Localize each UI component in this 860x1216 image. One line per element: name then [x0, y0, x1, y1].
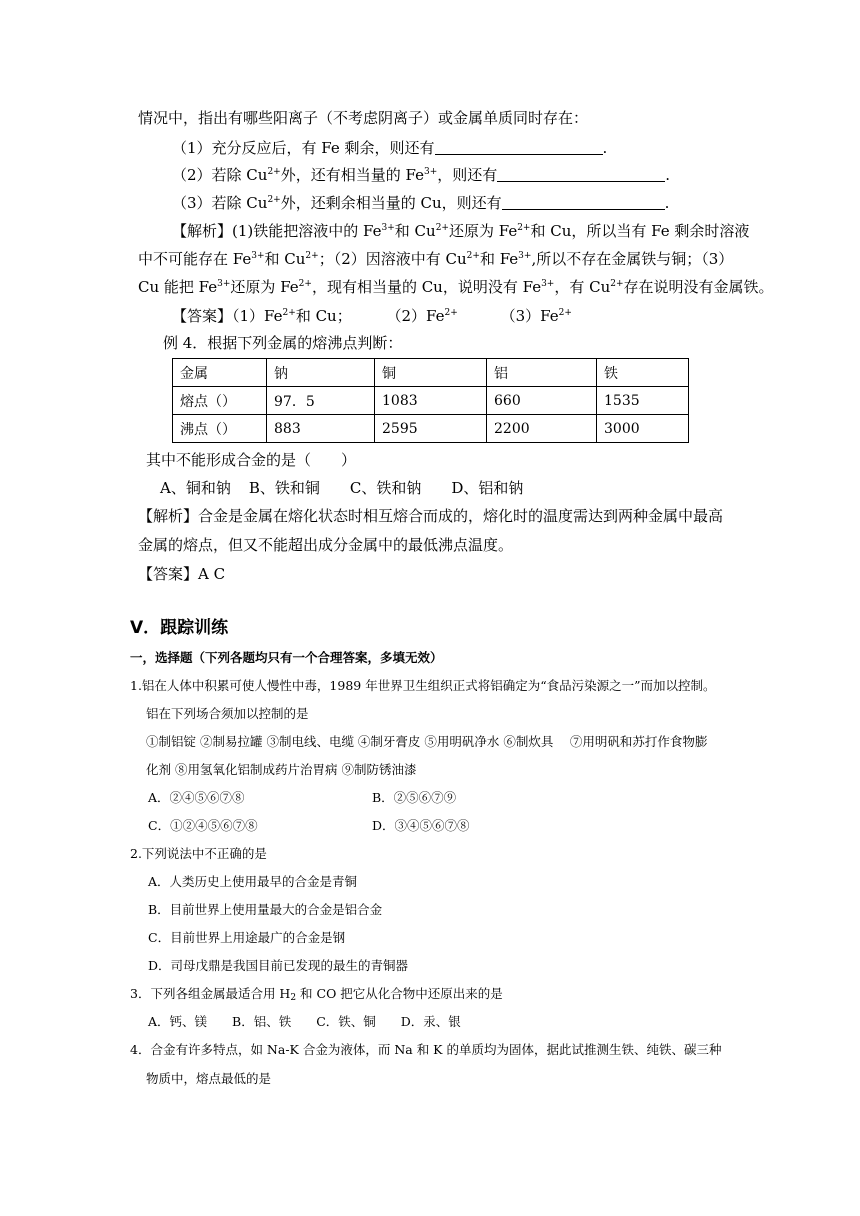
question-1-text: （1）充分反应后，有 Fe 剩余，则还有: [172, 139, 435, 157]
text: (1)铁能把溶液中的 Fe: [232, 222, 382, 240]
text: Cu 能把 Fe: [138, 278, 218, 296]
superscript: 2+: [298, 279, 312, 289]
answer-part-2: （2）Fe: [386, 307, 445, 325]
superscript: 2+: [267, 167, 281, 177]
table-cell: 熔点（）: [173, 387, 267, 415]
text: ，现有相当量的 Cu，说明没有 Fe: [311, 278, 542, 296]
intro-line: 情况中，指出有哪些阳离子（不考虑阴离子）或金属单质同时存在：: [138, 109, 589, 127]
problem-4-line-1: 4．合金有许多特点，如 Na-K 合金为液体，而 Na 和 K 的单质均为固体，据此试推测生铁、纯铁、碳三种: [130, 1042, 722, 1057]
superscript: 3+: [251, 251, 265, 261]
option-a: A、铜和钠: [160, 479, 231, 497]
problem-1-line-3: ①制铝锭 ②制易拉罐 ③制电线、电缆 ④制牙膏皮 ⑤用明矾净水 ⑥制炊具 ⑦用明矾和苏打作食物膨: [146, 734, 708, 749]
superscript: 2+: [517, 223, 531, 233]
text: 存在说明没有金属铁。: [623, 278, 774, 296]
period: .: [664, 194, 670, 212]
option-d: D、铝和钠: [451, 479, 524, 497]
analysis-1-line-1: [172, 221, 749, 241]
analysis-2-line-2: 金属的熔点，但又不能超出成分金属中的最低沸点温度。: [138, 536, 514, 554]
melting-boiling-table: [172, 358, 689, 443]
problem-2-option-a: A．人类历史上使用最早的合金是青铜: [148, 874, 358, 889]
subscript: 2: [290, 993, 297, 1003]
superscript: 2+: [435, 223, 449, 233]
superscript: 2+: [444, 308, 458, 318]
q2-part-a: （2）若除 Cu: [172, 166, 268, 184]
answer-part-3: （3）Fe: [500, 307, 559, 325]
table-cell: 金属: [173, 359, 267, 387]
analysis-1-line-2: [138, 249, 733, 269]
problem-3-options: A．钙、镁 B．铝、铁 C．铁、铜 D．汞、银: [148, 1014, 461, 1029]
example-4-title: 例 4．根据下列金属的熔沸点判断：: [163, 334, 403, 352]
problem-2-stem: 2.下列说法中不正确的是: [130, 846, 267, 861]
superscript: 3+: [381, 223, 395, 233]
table-cell: 沸点（）: [173, 415, 267, 443]
text: 还原为 Fe: [230, 278, 299, 296]
table-header-row: [173, 359, 689, 387]
text: 和 Cu: [264, 250, 306, 268]
answer-tag: 【答案】: [172, 307, 233, 325]
analysis-1-line-3: [138, 277, 774, 297]
question-3: [172, 193, 669, 213]
text: ；（2）因溶液中有 Cu: [318, 250, 467, 268]
superscript: 3+: [541, 279, 555, 289]
answer-part-1b: 和 Cu；: [295, 307, 352, 325]
problem-1-option-d: D．③④⑤⑥⑦⑧: [372, 818, 470, 833]
analysis-2-line-1: [138, 506, 723, 526]
text: 和 Fe: [479, 250, 519, 268]
table-cell: 铝: [487, 359, 597, 387]
answer-1: [172, 306, 572, 326]
problem-2-option-c: C．目前世界上用途最广的合金是钢: [148, 930, 346, 945]
text: 和 Cu，所以当有 Fe 剩余时溶液: [530, 222, 750, 240]
text: 和 Cu: [394, 222, 436, 240]
answer-tag: 【答案】: [138, 565, 199, 583]
table-cell: 铁: [597, 359, 689, 387]
table-row: [173, 387, 689, 415]
table-row: [173, 415, 689, 443]
table-cell: 铜: [375, 359, 487, 387]
text: ,所以不存在金属铁与铜；（3）: [531, 250, 734, 268]
superscript: 2+: [558, 308, 572, 318]
table-cell: 1535: [597, 387, 689, 415]
problem-1-line-4: 化剂 ⑧用氢氧化铝制成药片治胃病 ⑨制防锈油漆: [146, 762, 417, 777]
problem-2-option-b: B．目前世界上使用量最大的合金是铝合金: [148, 902, 383, 917]
text: 和 CO 把它从化合物中还原出来的是: [296, 986, 503, 1001]
answer-part-1: （1）Fe: [232, 307, 283, 325]
answer-blank-2[interactable]: [497, 166, 665, 182]
superscript: 3+: [423, 167, 438, 177]
problem-3-stem: [130, 985, 503, 1003]
superscript: 2+: [610, 279, 624, 289]
question-1: [172, 138, 607, 158]
section-title: V．跟踪训练: [130, 618, 229, 638]
text: 中不可能存在 Fe: [138, 250, 252, 268]
problem-1-option-c: C．①②④⑤⑥⑦⑧: [148, 818, 258, 833]
superscript: 3+: [518, 251, 532, 261]
table-cell: 1083: [375, 387, 487, 415]
text: A C: [198, 565, 226, 583]
question-2: [172, 165, 670, 185]
text: 3．下列各组金属最适合用 H: [130, 986, 291, 1001]
superscript: 2+: [305, 251, 319, 261]
text: 还原为 Fe: [448, 222, 518, 240]
text: 合金是金属在熔化状态时相互熔合而成的，熔化时的温度需达到两种金属中最高: [198, 507, 724, 525]
example-4-options: [160, 478, 523, 498]
q3-part-a: （3）若除 Cu: [172, 194, 268, 212]
option-c: C、铁和钠: [349, 479, 422, 497]
problem-1-line-1: 1.铝在人体中积累可使人慢性中毒，1989 年世界卫生组织正式将铝确定为“食品污染源之一”而加以控制。: [130, 678, 716, 693]
problem-1-option-b: B．②⑤⑥⑦⑨: [372, 790, 457, 805]
superscript: 2+: [267, 195, 281, 205]
period: .: [665, 166, 671, 184]
table-cell: 97．5: [267, 387, 375, 415]
superscript: 2+: [466, 251, 480, 261]
text: ，有 Cu: [554, 278, 611, 296]
example-4-question: 其中不能形成合金的是（ ）: [146, 451, 357, 469]
q2-part-b: 外，还有相当量的 Fe: [280, 166, 424, 184]
subsection-title: 一，选择题（下列各题均只有一个合理答案，多填无效）: [130, 650, 443, 665]
option-b: B、铁和铜: [248, 479, 320, 497]
table-cell: 钠: [267, 359, 375, 387]
superscript: 2+: [282, 308, 296, 318]
period: .: [602, 139, 608, 157]
problem-4-line-2: 物质中，熔点最低的是: [146, 1071, 272, 1086]
table-cell: 2200: [487, 415, 597, 443]
problem-1-line-2: 铝在下列场合须加以控制的是: [146, 706, 309, 721]
answer-2: [138, 564, 225, 584]
table-cell: 2595: [375, 415, 487, 443]
problem-1-option-a: A．②④⑤⑥⑦⑧: [148, 790, 245, 805]
answer-blank-3[interactable]: [502, 194, 665, 210]
problem-2-option-d: D．司母戊鼎是我国目前已发现的最生的青铜器: [148, 958, 409, 973]
superscript: 3+: [217, 279, 231, 289]
answer-blank-1[interactable]: [435, 139, 603, 155]
q2-part-c: ，则还有: [437, 166, 498, 184]
analysis-tag: 【解析】: [138, 507, 199, 525]
table-cell: 3000: [597, 415, 689, 443]
analysis-tag: 【解析】: [172, 222, 233, 240]
table-cell: 660: [487, 387, 597, 415]
table-cell: 883: [267, 415, 375, 443]
q3-part-b: 外，还剩余相当量的 Cu，则还有: [280, 194, 502, 212]
